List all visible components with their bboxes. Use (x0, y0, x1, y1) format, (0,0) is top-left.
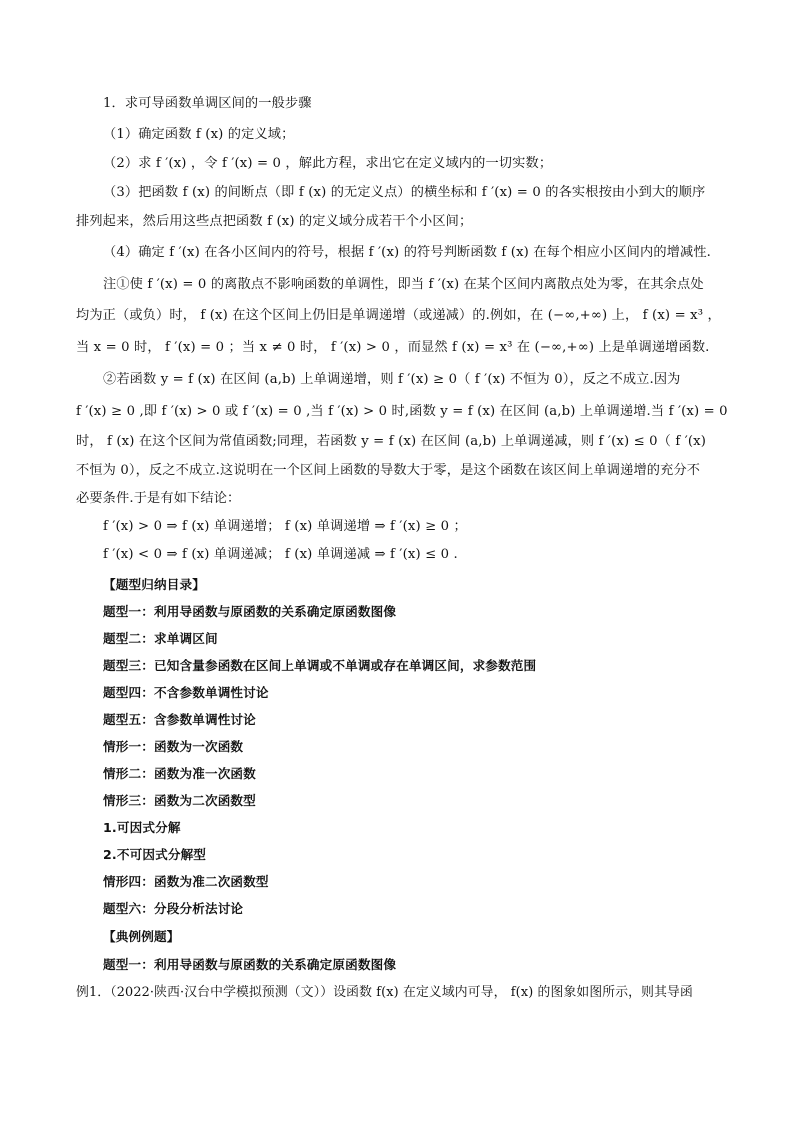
note-2-cont-b: 时， f (x) 在这个区间为常值函数;同理，若函数 y = f (x) 在区间 (a,b) 上单调递减，则 f ′(x) ≤ 0（ f ′(x) (76, 434, 707, 449)
toc-item: 情形一：函数为一次函数 (103, 739, 244, 754)
note-1: 注①使 f ′(x) = 0 的离散点不影响函数的单调性，即当 f ′(x) 在某个区间内离散点处为零，在其余点处 (103, 277, 704, 292)
step-3: （3）把函数 f (x) 的间断点（即 f (x) 的无定义点）的横坐标和 f ′(x) = 0 的各实根按由小到大的顺序 (103, 185, 706, 200)
conclusion-1: f ′(x) > 0 ⇒ f (x) 单调递增； f (x) 单调递增 ⇒ f ′(x) ≥ 0 ； (103, 519, 467, 534)
toc-item: 题型六：分段分析法讨论 (103, 901, 244, 916)
conclusion-2: f ′(x) < 0 ⇒ f (x) 单调递减； f (x) 单调递减 ⇒ f ′(x) ≤ 0 . (103, 547, 458, 562)
toc-item: 题型四：不含参数单调性讨论 (103, 685, 269, 700)
toc-heading: 【题型归纳目录】 (103, 577, 205, 592)
step-2: （2）求 f ′(x) ，令 f ′(x) = 0 ，解此方程，求出它在定义域内的一切实数； (103, 156, 553, 171)
step-4: （4）确定 f ′(x) 在各小区间内的符号，根据 f ′(x) 的符号判断函数 f (x) 在每个相应小区间内的增减性. (103, 245, 712, 260)
step-1: （1）确定函数 f (x) 的定义域； (103, 127, 295, 142)
toc-item: 题型二：求单调区间 (103, 631, 218, 646)
toc-item: 题型一：利用导函数与原函数的关系确定原函数图像 (103, 604, 397, 619)
toc-item: 题型五：含参数单调性讨论 (103, 712, 256, 727)
note-1-cont-a: 均为正（或负）时， f (x) 在这个区间上仍旧是单调递增（或递减）的.例如，在 (−∞,+∞) 上， f (x) = x³ ， (76, 308, 721, 323)
examples-subheading: 题型一：利用导函数与原函数的关系确定原函数图像 (103, 957, 397, 972)
section-heading: 1．求可导函数单调区间的一般步骤 (103, 96, 312, 111)
note-2-cont-c: 不恒为 0），反之不成立.这说明在一个区间上函数的导数大于零，是这个函数在该区间上单调递增的充分不 (76, 463, 701, 478)
step-3-cont: 排列起来，然后用这些点把函数 f (x) 的定义域分成若干个小区间； (76, 214, 473, 229)
example-1: 例1．（2022·陕西·汉台中学模拟预测（文））设函数 f(x) 在定义域内可导， f(x) 的图象如图所示，则其导函 (76, 985, 693, 1000)
note-2-cont-d: 必要条件.于是有如下结论： (76, 491, 241, 506)
note-2: ②若函数 y = f (x) 在区间 (a,b) 上单调递增，则 f ′(x) ≥ 0（ f ′(x) 不恒为 0），反之不成立.因为 (103, 372, 681, 387)
toc-item: 2.不可因式分解型 (103, 847, 207, 862)
toc-item: 情形二：函数为准一次函数 (103, 766, 256, 781)
note-1-cont-b: 当 x = 0 时， f ′(x) = 0 ；当 x ≠ 0 时， f ′(x) > 0 ，而显然 f (x) = x³ 在 (−∞,+∞) 上是单调递增函数. (76, 340, 710, 355)
toc-item: 情形四：函数为准二次函数型 (103, 874, 269, 889)
examples-heading: 【典例例题】 (103, 929, 180, 944)
note-2-cont-a: f ′(x) ≥ 0 ,即 f ′(x) > 0 或 f ′(x) = 0 ,当 f ′(x) > 0 时,函数 y = f (x) 在区间 (a,b) 上单调递增.当 f ′(x) = 0 (76, 404, 728, 419)
toc-item: 题型三：已知含量参函数在区间上单调或不单调或存在单调区间，求参数范围 (103, 658, 537, 673)
toc-item: 1.可因式分解 (103, 820, 181, 835)
toc-item: 情形三：函数为二次函数型 (103, 793, 256, 808)
